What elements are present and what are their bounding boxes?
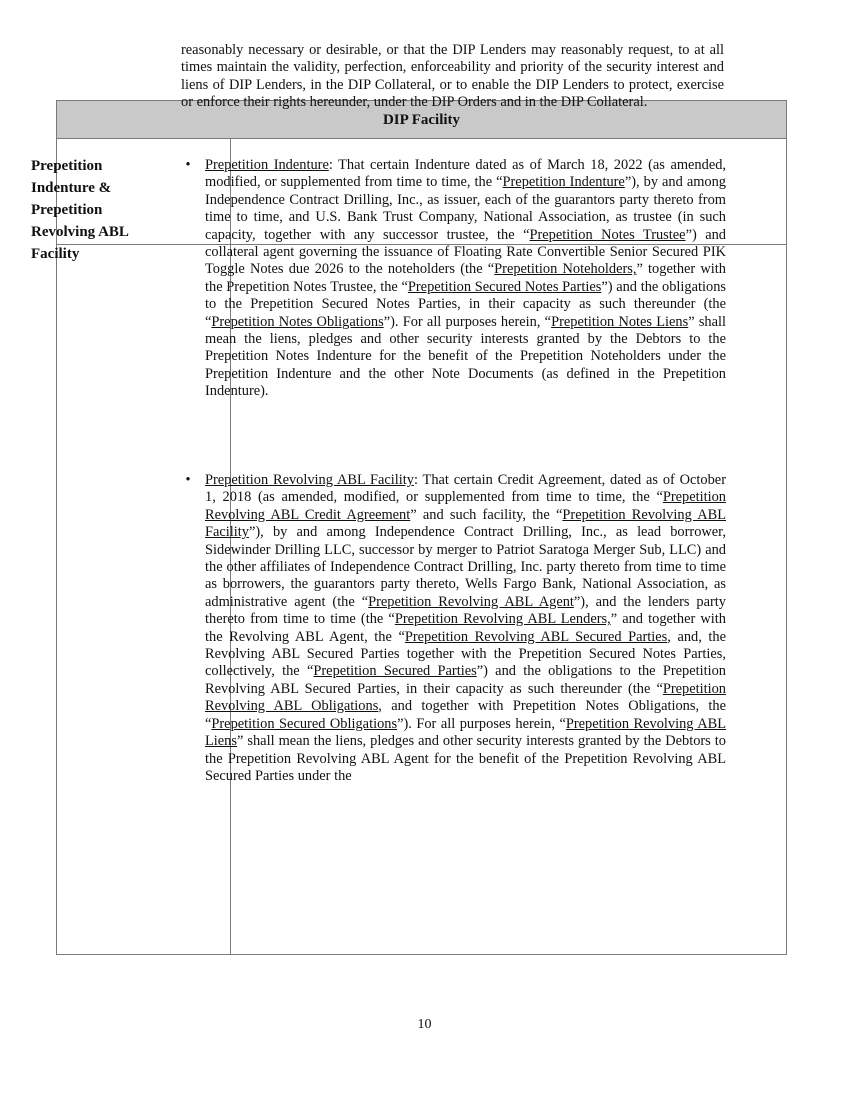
bullet-icon: • xyxy=(185,472,191,488)
bullet-text: Prepetition Indenture: That certain Indenture dated as of March 18, 2022 (as amended, modified, or supplemented from time to time, the “Prepetition Indenture”), by and among Independence Contract Drilling, Inc., as issuer, each of the guarantors party thereto from time to time, and U.S. Bank Trust Company, National Association, as trustee (in such capacity, together with any successor trustee, the “Prepetition Notes Trustee”) and collateral agent governing the issuance of Floating Rate Convertible Senior Secured PIK Toggle Notes due 2026 to the noteholders (the “Prepetition Noteholders,” together with the Prepetition Notes Trustee, the “Prepetition Secured Notes Parties”) and the obligations to the Prepetition Secured Notes Parties, in their capacity as such thereunder (the “Prepetition Notes Obligations”). For all purposes herein, “Prepetition Notes Liens” shall mean the liens, pledges and other security interests granted by the Debtors to the Prepetition Notes Indenture for the benefit of the Prepetition Noteholders under the Prepetition Indenture and the other Note Documents (as defined in the Prepetition Indenture). xyxy=(205,157,727,400)
defined-term: Prepetition Secured Obligations xyxy=(211,715,398,732)
defined-term: Prepetition Notes Obligations xyxy=(211,313,384,330)
page-number: 10 xyxy=(417,1017,432,1032)
defined-term: Prepetition Notes Trustee xyxy=(529,226,686,243)
defined-term: Prepetition Revolving ABL Liens xyxy=(205,715,726,750)
defined-term: Prepetition Indenture xyxy=(205,157,329,173)
defined-term: Prepetition Revolving ABL Secured Parties xyxy=(404,628,668,645)
defined-term: Prepetition Revolving ABL Obligations xyxy=(205,680,726,715)
continuation-text: reasonably necessary or desirable, or that the DIP Lenders may reasonably request, to at all times maintain the validity, perfection, enforceability and priority of the security interest and liens of DIP Lenders, in the DIP Collateral, or to enable the DIP Lenders to protect, exercise or enforce their rights hereunder, under the DIP Orders and in the DIP Collateral. xyxy=(181,42,724,111)
bullet-icon: • xyxy=(185,157,191,173)
defined-term: Prepetition Indenture xyxy=(502,174,625,191)
defined-term: Prepetition Revolving ABL Lenders, xyxy=(394,611,611,628)
bullet-prepetition-indenture xyxy=(181,157,726,401)
defined-term: Prepetition Revolving ABL Facility xyxy=(205,506,726,541)
table-header: DIP Facility xyxy=(57,101,786,139)
defined-term: Prepetition Revolving ABL Agent xyxy=(368,593,574,610)
row-label: Prepetition Indenture & Prepetition Revolving ABL Facility xyxy=(31,158,129,262)
defined-term: Prepetition Revolving ABL Credit Agreement xyxy=(205,489,726,523)
bullet-text: Prepetition Revolving ABL Facility: That certain Credit Agreement, dated as of October 1, 2018 (as amended, modified, or supplemented from time to time, the “Prepetition Revolving ABL Credit Agreement” and such facility, the “Prepetition Revolving ABL Facility”), by and among Independence Contract Drilling, Inc., as lead borrower, Sidewinder Drilling LLC, successor by merger to Patriot Saratoga Merger Sub, LLC) and the other affiliates of Independence Contract Drilling, Inc. party thereto from time to time as borrowers, the guarantors party thereto, Wells Fargo Bank, National Association, as administrative agent (the “Prepetition Revolving ABL Agent”), and the lenders party thereto from time to time (the “Prepetition Revolving ABL Lenders,” and together with the Revolving ABL Agent, the “Prepetition Revolving ABL Secured Parties, and, the Revolving ABL Secured Parties together with the Prepetition Secured Notes Parties, collectively, the “Prepetition Secured Parties”) and the obligations to the Prepetition Revolving ABL Secured Parties, in their capacity as such thereunder (the “Prepetition Revolving ABL Obligations, and together with Prepetition Notes Obligations, the “Prepetition Secured Obligations”). For all purposes herein, “Prepetition Revolving ABL Liens” shall mean the liens, pledges and other security interests granted by the Debtors to the Prepetition Revolving ABL Agent for the benefit of the Prepetition Revolving ABL Secured Parties under the xyxy=(205,472,727,784)
defined-term: Prepetition Secured Notes Parties xyxy=(407,278,602,295)
defined-term: Prepetition Secured Parties xyxy=(313,663,477,680)
defined-term: Prepetition Notes Liens xyxy=(551,313,689,330)
defined-term: Prepetition Revolving ABL Facility xyxy=(205,472,414,488)
defined-term: Prepetition Noteholders, xyxy=(494,261,637,278)
bullet-prepetition-revolving-abl-facility xyxy=(181,472,726,785)
